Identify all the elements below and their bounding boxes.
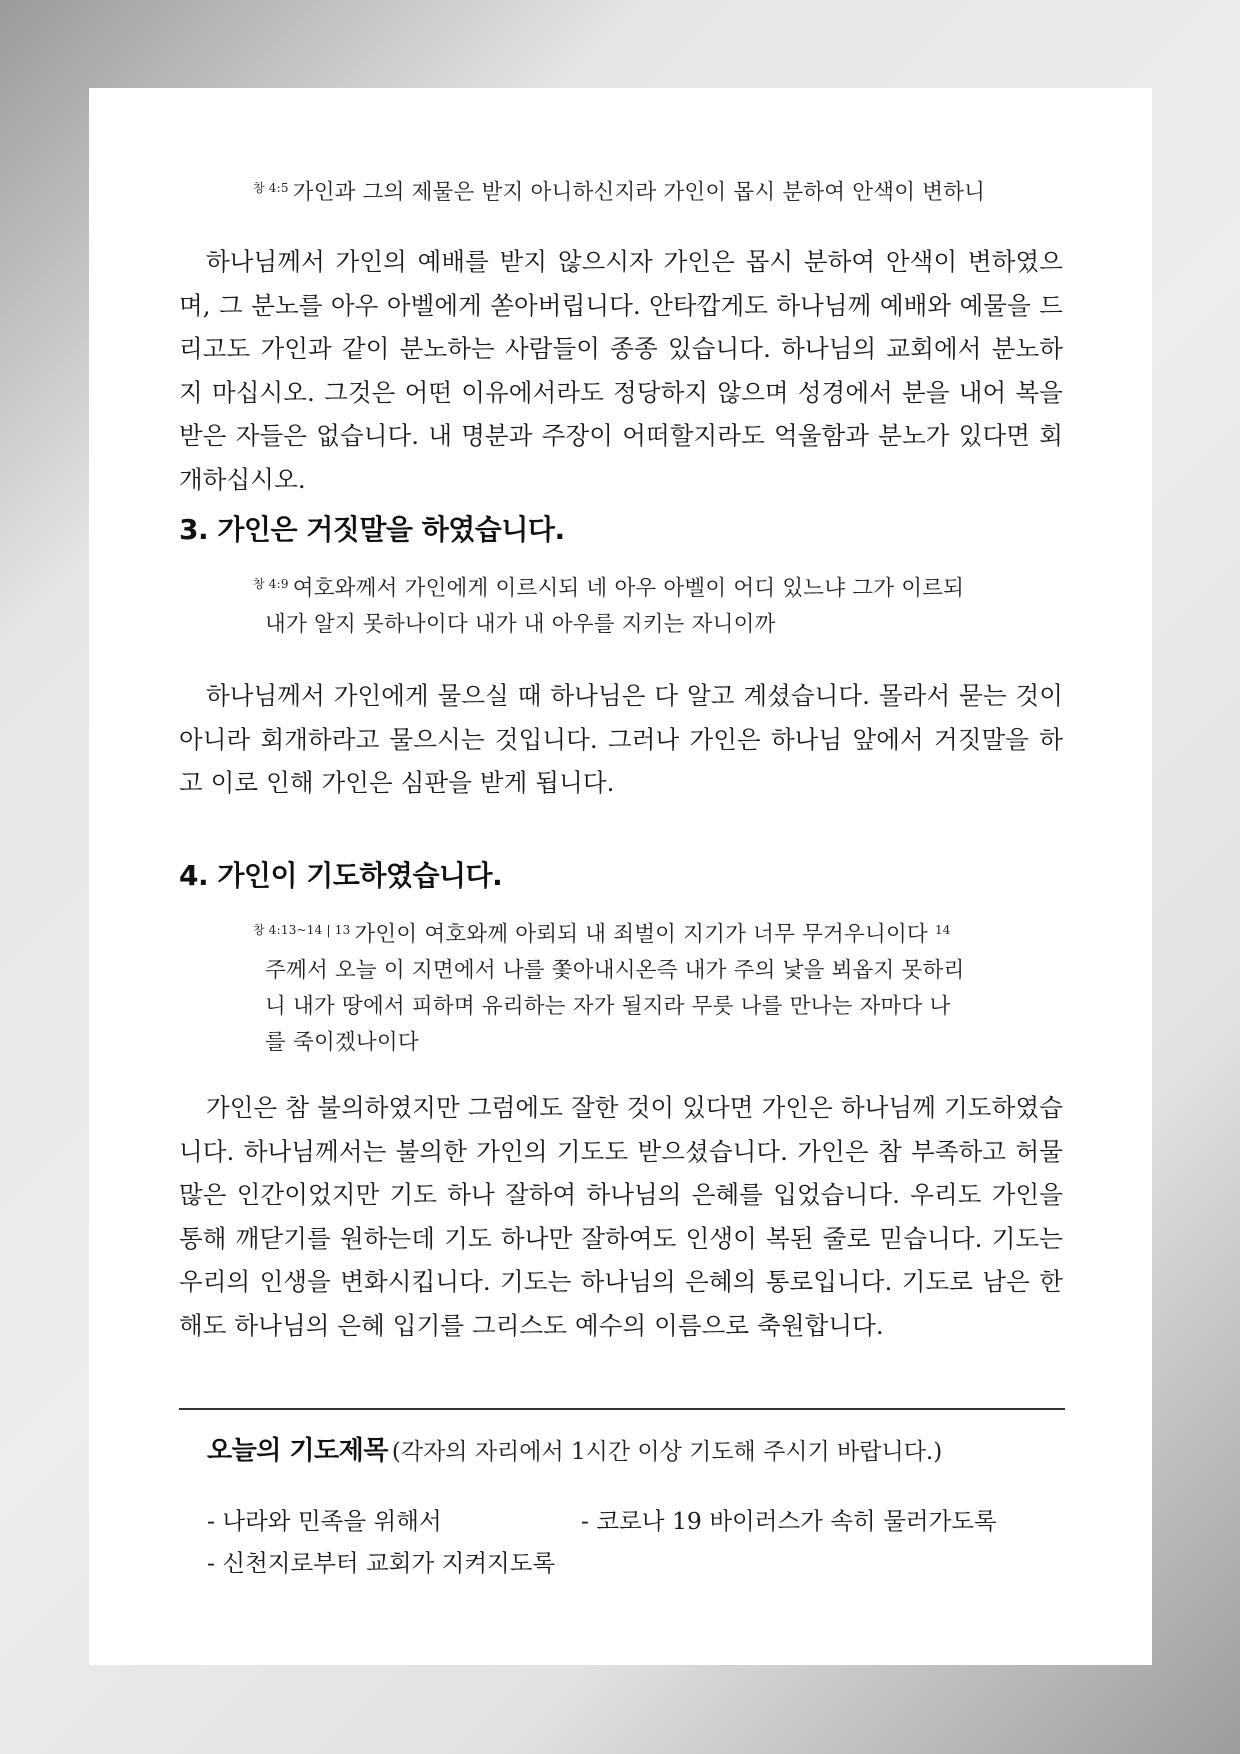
- scripture-text: 여호와께서 가인에게 이르시되 네 아우 아벨이 어디 있느냐 그가 이르되: [292, 576, 965, 601]
- prayer-note: (각자의 자리에서 1시간 이상 기도해 주시기 바랍니다.): [391, 1439, 943, 1465]
- section-heading: 4. 가인이 기도하였습니다.: [179, 859, 503, 892]
- scripture-quote: [253, 566, 993, 643]
- verse-number: 14: [934, 923, 951, 937]
- scripture-text: 를 죽이겠나이다: [265, 1030, 419, 1055]
- prayer-title-text: 오늘의 기도제목: [207, 1436, 388, 1466]
- scripture-text: 가인이 여호와께 아뢰되 내 죄벌이 지기가 너무 무거우니이다: [354, 922, 928, 947]
- prayer-item: - 코로나 19 바이러스가 속히 물러가도록: [581, 1507, 997, 1535]
- prayer-item: - 나라와 민족을 위해서: [207, 1507, 442, 1535]
- scripture-reference: 창 4:9: [253, 577, 289, 591]
- scripture-quote: [253, 912, 993, 1061]
- scripture-text: 주께서 오늘 이 지면에서 나를 쫓아내시온즉 내가 주의 낯을 뵈옵지 못하리: [265, 958, 965, 983]
- scripture-text: 니 내가 땅에서 피하며 유리하는 자가 될지라 무릇 나를 만나는 자마다 나: [265, 994, 951, 1019]
- prayer-item: - 신천지로부터 교회가 지켜지도록: [207, 1549, 556, 1577]
- scripture-text: 내가 알지 못하나이다 내가 내 아우를 지키는 자니이까: [265, 612, 776, 637]
- scripture-text: 가인과 그의 제물은 받지 아니하신지라 가인이 몹시 분하여 안색이 변하니: [292, 180, 986, 205]
- prayer-title: [207, 1430, 942, 1467]
- body-paragraph: 하나님께서 가인에게 물으실 때 하나님은 다 알고 계셨습니다. 몰라서 묻는 것이 아니라 회개하라고 물으시는 것입니다. 그러나 가인은 하나님 앞에서 거짓말을 하고 이로 인해 가인은 심판을 받게 됩니다.: [179, 681, 1063, 797]
- body-paragraph: 가인은 참 불의하였지만 그럼에도 잘한 것이 있다면 가인은 하나님께 기도하였습니다. 하나님께서는 불의한 가인의 기도도 받으셨습니다. 가인은 참 부족하고 허물 많은 인간이었지만 기도 하나 잘하여 하나님의 은혜를 입었습니다. 우리도 가인을 통해 깨닫기를 원하는데 기도 하나만 잘하여도 인생이 복된 줄로 믿습니다. 기도는 우리의 인생을 변화시킵니다. 기도는 하나님의 은혜의 통로입니다. 기도로 남은 한 해도 하나님의 은혜 입기를 그리스도 예수의 이름으로 축원합니다.: [179, 1093, 1063, 1340]
- section-heading: 3. 가인은 거짓말을 하였습니다.: [179, 513, 565, 546]
- scripture-reference: 창 4:13~14 | 13: [253, 923, 351, 937]
- scripture-reference: 창 4:5: [253, 181, 289, 195]
- prayer-topics: [179, 1408, 1065, 1577]
- body-paragraph: 하나님께서 가인의 예배를 받지 않으시자 가인은 몹시 분하여 안색이 변하였으며, 그 분노를 아우 아벨에게 쏟아버립니다. 안타깝게도 하나님께 예배와 예물을 드리고도 가인과 같이 분노하는 사람들이 종종 있습니다. 하나님의 교회에서 분노하지 마십시오. 그것은 어떤 이유에서라도 정당하지 않으며 성경에서 분을 내어 복을 받은 자들은 없습니다. 내 명분과 주장이 어떠할지라도 억울함과 분노가 있다면 회개하십시오.: [179, 247, 1063, 494]
- document-page: [89, 88, 1152, 1665]
- scripture-quote: [253, 170, 993, 211]
